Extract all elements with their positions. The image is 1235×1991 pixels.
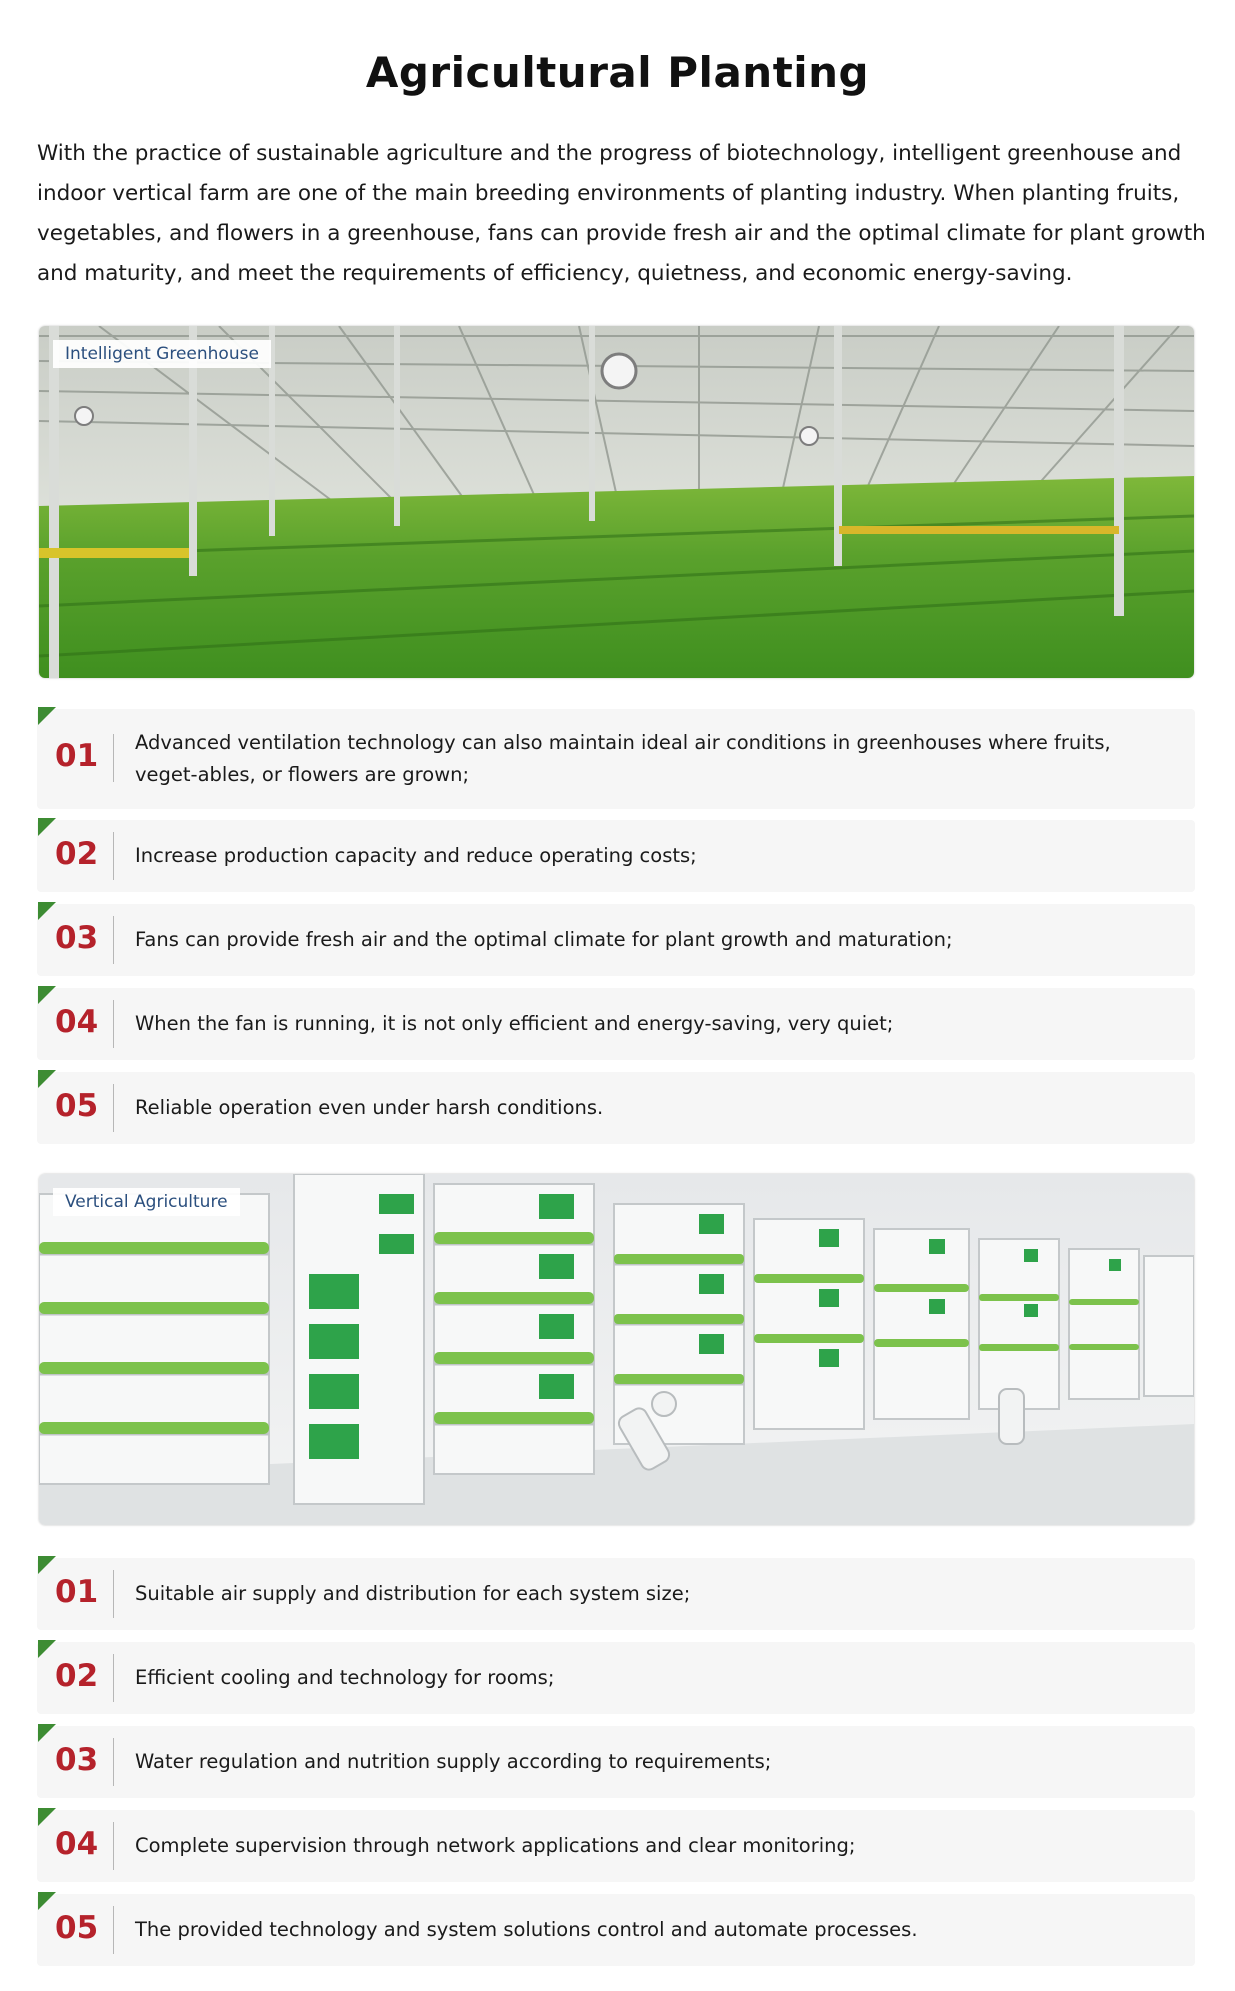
list-item bbox=[37, 904, 1195, 976]
corner-marker-icon bbox=[38, 1808, 56, 1826]
divider bbox=[113, 832, 114, 880]
item-number: 02 bbox=[55, 836, 99, 872]
item-text: Efficient cooling and technology for rooms; bbox=[135, 1666, 555, 1689]
list-item bbox=[37, 1642, 1195, 1714]
item-number: 05 bbox=[55, 1910, 99, 1946]
corner-marker-icon bbox=[38, 1556, 56, 1574]
item-text: Water regulation and nutrition supply according to requirements; bbox=[135, 1750, 772, 1773]
item-number: 04 bbox=[55, 1004, 99, 1040]
list-item bbox=[37, 1810, 1195, 1882]
item-number: 05 bbox=[55, 1088, 99, 1124]
corner-marker-icon bbox=[38, 1724, 56, 1742]
item-text: Increase production capacity and reduce operating costs; bbox=[135, 844, 697, 867]
item-number: 01 bbox=[55, 738, 99, 774]
divider bbox=[113, 1822, 114, 1870]
item-number: 02 bbox=[55, 1658, 99, 1694]
divider bbox=[113, 734, 114, 782]
greenhouse-image bbox=[39, 326, 1194, 678]
item-number: 03 bbox=[55, 1742, 99, 1778]
list-item bbox=[37, 1894, 1195, 1966]
corner-marker-icon bbox=[38, 818, 56, 836]
vertical-agriculture-label: Vertical Agriculture bbox=[53, 1188, 240, 1216]
greenhouse-illustration bbox=[39, 326, 1194, 678]
intro-paragraph: With the practice of sustainable agriculture and the progress of biotechnology, intelligent greenhouse and indoor vertical farm are one of the main breeding environments of planting industry. When planting fruits, vegetables, and flowers in a greenhouse, fans can provide fresh air and the optimal climate for plant growth and maturity, and meet the requirements of efficiency, quietness, and economic energy-saving. bbox=[37, 141, 1206, 286]
list-item bbox=[37, 709, 1195, 809]
divider bbox=[113, 916, 114, 964]
corner-marker-icon bbox=[38, 986, 56, 1004]
list-item bbox=[37, 1726, 1195, 1798]
vertical-farm-illustration bbox=[39, 1174, 1194, 1525]
divider bbox=[113, 1654, 114, 1702]
corner-marker-icon bbox=[38, 1640, 56, 1658]
item-text: Fans can provide fresh air and the optimal climate for plant growth and maturation; bbox=[135, 928, 953, 951]
item-number: 04 bbox=[55, 1826, 99, 1862]
divider bbox=[113, 1084, 114, 1132]
list-item bbox=[37, 988, 1195, 1060]
item-text: Suitable air supply and distribution for each system size; bbox=[135, 1582, 691, 1605]
item-number: 01 bbox=[55, 1574, 99, 1610]
corner-marker-icon bbox=[38, 902, 56, 920]
item-text: Advanced ventilation technology can also maintain ideal air conditions in greenhouses where fruits, veget-ables, or flowers are grown; bbox=[135, 731, 1111, 786]
divider bbox=[113, 1570, 114, 1618]
divider bbox=[113, 1000, 114, 1048]
corner-marker-icon bbox=[38, 1892, 56, 1910]
divider bbox=[113, 1906, 114, 1954]
list-item bbox=[37, 1072, 1195, 1144]
list-item bbox=[37, 820, 1195, 892]
corner-marker-icon bbox=[38, 1070, 56, 1088]
page-title: Agricultural Planting bbox=[365, 48, 870, 98]
item-text: Complete supervision through network applications and clear monitoring; bbox=[135, 1834, 856, 1857]
corner-marker-icon bbox=[38, 707, 56, 725]
list-item bbox=[37, 1558, 1195, 1630]
item-text: Reliable operation even under harsh conditions. bbox=[135, 1096, 604, 1119]
item-text: When the fan is running, it is not only efficient and energy-saving, very quiet; bbox=[135, 1012, 894, 1035]
item-text: The provided technology and system solutions control and automate processes. bbox=[135, 1918, 918, 1941]
vertical-agriculture-image bbox=[39, 1174, 1194, 1525]
divider bbox=[113, 1738, 114, 1786]
greenhouse-label: Intelligent Greenhouse bbox=[53, 340, 271, 368]
item-number: 03 bbox=[55, 920, 99, 956]
